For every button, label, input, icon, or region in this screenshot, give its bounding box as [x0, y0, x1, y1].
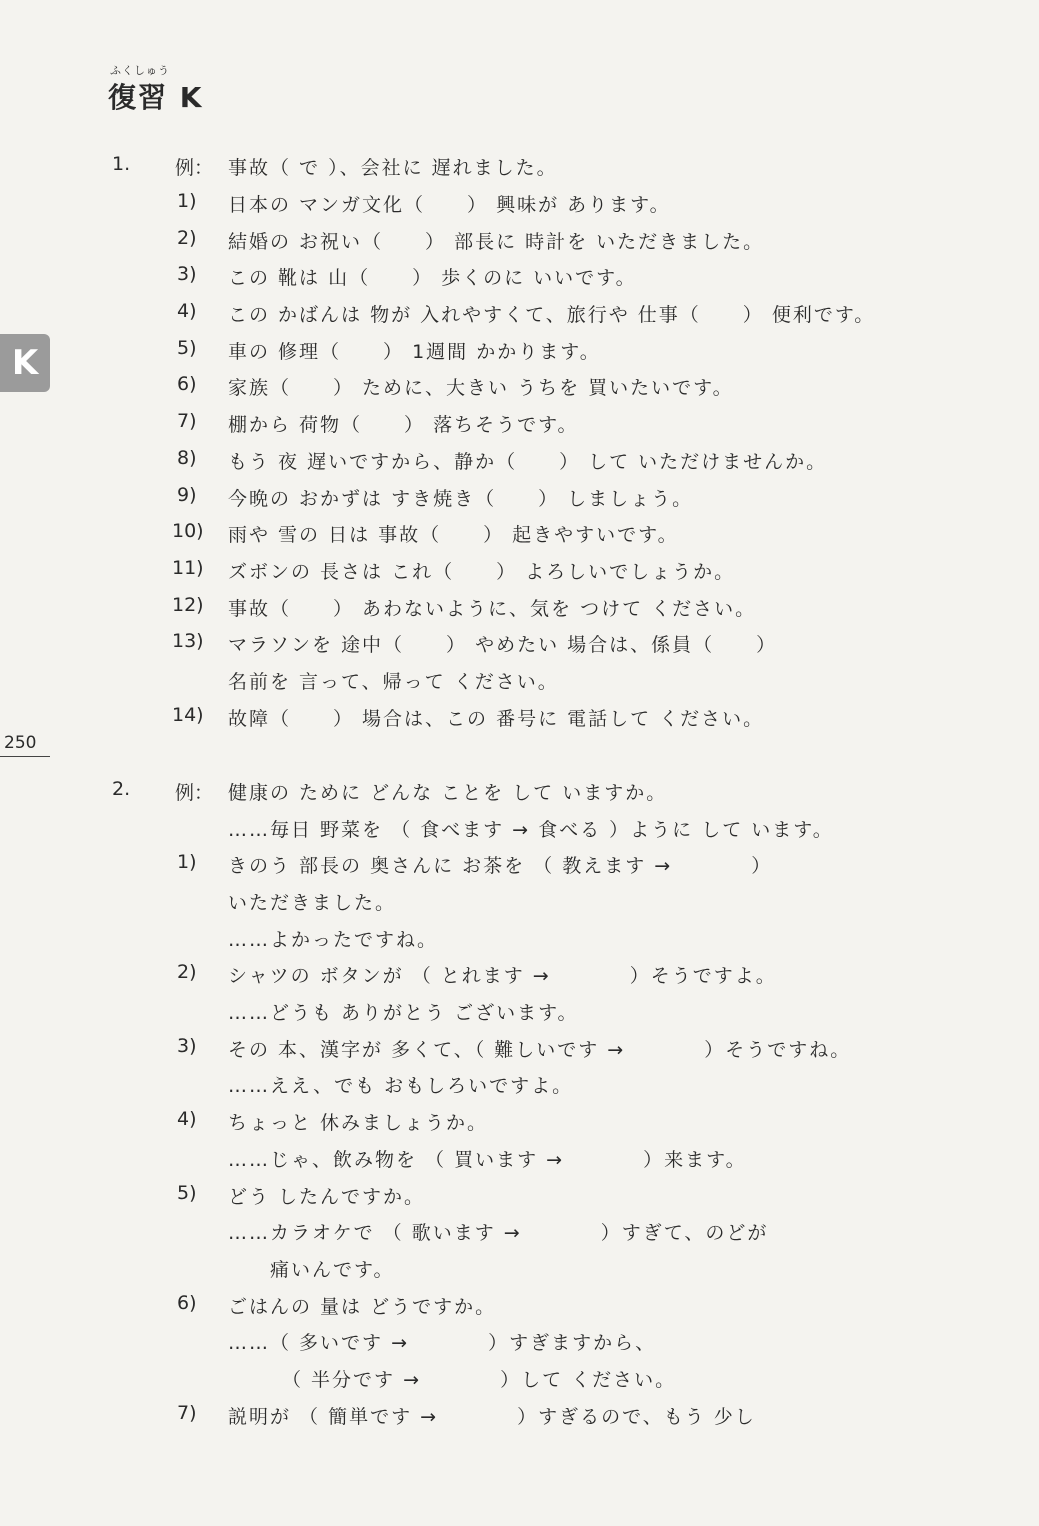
s1-item-num: 14)	[172, 704, 204, 726]
s2-item-reply: ……（ 多いです → ）すぎますから、	[228, 1332, 657, 1354]
s2-item-num: 7)	[177, 1402, 197, 1424]
s2-item-reply: ……ええ、でも おもしろいですよ。	[228, 1075, 574, 1097]
s2-item-num: 5)	[177, 1182, 197, 1204]
s1-item-num: 4)	[177, 300, 197, 322]
s2-item-num: 3)	[177, 1035, 197, 1057]
s2-item-text: どう したんですか。	[228, 1186, 426, 1208]
s1-item-num: 11)	[172, 557, 204, 579]
s2-item-reply-cont: （ 半分です → ）して ください。	[282, 1369, 677, 1391]
s1-item-text-cont: 名前を 言って、帰って ください。	[228, 671, 559, 693]
s2-item-text: 説明が （ 簡単です → ）すぎるので、もう 少し	[228, 1406, 756, 1428]
s1-item-num: 5)	[177, 337, 197, 359]
chapter-tab: K	[0, 334, 50, 392]
s1-item-text: 雨や 雪の 日は 事故（ ） 起きやすいです。	[228, 524, 679, 546]
section-2-example-label: 例：	[175, 782, 214, 804]
s2-item-text: ごはんの 量は どうですか。	[228, 1296, 497, 1318]
s1-item-text: 故障（ ） 場合は、この 番号に 電話して ください。	[228, 708, 765, 730]
s2-item-text: シャツの ボタンが （ とれます → ）そうですよ。	[228, 965, 777, 987]
s1-item-text: ズボンの 長さは これ（ ） よろしいでしょうか。	[228, 561, 736, 583]
section-1-example-label: 例：	[175, 157, 214, 179]
page-number-rule	[0, 756, 50, 757]
s2-item-reply: ……どうも ありがとう ございます。	[228, 1002, 579, 1024]
s2-item-text: ちょっと 休みましょうか。	[228, 1112, 489, 1134]
s2-item-text: その 本、漢字が 多くて、（ 難しいです → ）そうですね。	[228, 1039, 852, 1061]
s1-item-text: 車の 修理（ ） 1週間 かかります。	[228, 341, 601, 363]
s1-item-text: 日本の マンガ文化（ ） 興味が あります。	[228, 194, 671, 216]
s1-item-num: 13)	[172, 630, 204, 652]
s1-item-text: 今晩の おかずは すき焼き（ ） しましょう。	[228, 488, 694, 510]
s1-item-text: 結婚の お祝い（ ） 部長に 時計を いただきました。	[228, 231, 765, 253]
s2-item-num: 4)	[177, 1108, 197, 1130]
section-2-number: 2.	[112, 778, 131, 800]
s1-item-num: 10)	[172, 520, 204, 542]
s1-item-text: 事故（ ） あわないように、気を つけて ください。	[228, 598, 757, 620]
s1-item-num: 8)	[177, 447, 197, 469]
s1-item-num: 3)	[177, 263, 197, 285]
s1-item-num: 6)	[177, 373, 197, 395]
s1-item-text: この 靴は 山（ ） 歩くのに いいです。	[228, 267, 637, 289]
s1-item-text: マラソンを 途中（ ） やめたい 場合は、係員（ ）	[228, 634, 778, 656]
s1-item-num: 1)	[177, 190, 197, 212]
section-2-example-question: 健康の ために どんな ことを して いますか。	[228, 782, 668, 804]
s1-item-num: 7)	[177, 410, 197, 432]
s1-item-text: もう 夜 遅いですから、静か（ ） して いただけませんか。	[228, 451, 828, 473]
s2-item-reply-cont: 痛いんです。	[270, 1259, 395, 1281]
section-2-example-answer: ……毎日 野菜を （ 食べます → 食べる ）ように して います。	[228, 819, 834, 841]
s1-item-text: この かばんは 物が 入れやすくて、旅行や 仕事（ ） 便利です。	[228, 304, 876, 326]
s2-item-reply: ……よかったですね。	[228, 929, 439, 951]
section-1-example: 事故（ で ）、会社に 遅れました。	[228, 157, 558, 179]
s1-item-text: 棚から 荷物（ ） 落ちそうです。	[228, 414, 579, 436]
s2-item-num: 1)	[177, 851, 197, 873]
s1-item-num: 12)	[172, 594, 204, 616]
page-number: 250	[4, 733, 37, 753]
s1-item-num: 9)	[177, 484, 197, 506]
s2-item-num: 2)	[177, 961, 197, 983]
section-1-number: 1.	[112, 153, 131, 175]
s2-item-text: きのう 部長の 奥さんに お茶を （ 教えます → ）	[228, 855, 773, 877]
s2-item-text-cont: いただきました。	[228, 892, 397, 914]
title-ruby: ふくしゅう	[110, 64, 170, 77]
title-text: 復習 K	[108, 81, 204, 114]
s1-item-text: 家族（ ） ために、大きい うちを 買いたいです。	[228, 377, 734, 399]
s2-item-reply: ……カラオケで （ 歌います → ）すぎて、のどが	[228, 1222, 769, 1244]
s2-item-num: 6)	[177, 1292, 197, 1314]
s1-item-num: 2)	[177, 227, 197, 249]
page-title	[108, 62, 203, 116]
s2-item-reply: ……じゃ、飲み物を （ 買います → ）来ます。	[228, 1149, 747, 1171]
